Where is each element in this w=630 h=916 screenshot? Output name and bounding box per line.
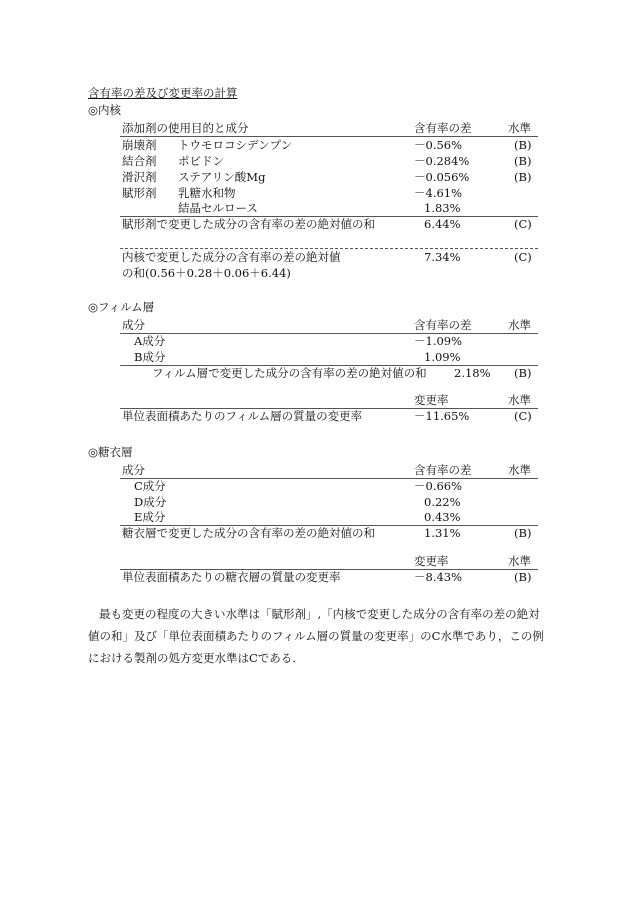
sugar-total-label: 糖衣層で変更した成分の含有率の差の絶対値の和 bbox=[122, 526, 375, 540]
core-row-purpose: 結合剤 bbox=[122, 154, 157, 168]
sugar-row-diff: 0.22% bbox=[424, 495, 461, 509]
sugar-rate-header: 変更率 bbox=[414, 554, 449, 568]
core-dashed-rule bbox=[120, 248, 538, 249]
core-row-diff: －4.61% bbox=[414, 186, 463, 200]
sugar-header-component: 成分 bbox=[122, 463, 145, 477]
film-rate-header-level: 水準 bbox=[508, 393, 531, 407]
excipient-total-level: (C) bbox=[514, 217, 532, 231]
core-total-diff: 7.34% bbox=[424, 250, 461, 264]
film-row-component: B成分 bbox=[134, 350, 166, 364]
core-total-label-2: の和(0.56＋0.28＋0.06＋6.44) bbox=[122, 266, 291, 280]
sugar-row-diff: －0.66% bbox=[414, 479, 463, 493]
film-total-label: フィルム層で変更した成分の含有率の差の絶対値の和 bbox=[152, 366, 427, 380]
sugar-row-component: E成分 bbox=[134, 510, 166, 524]
sugar-row-diff: 0.43% bbox=[424, 510, 461, 524]
core-row-level: (B) bbox=[514, 138, 532, 152]
film-row-diff: 1.09% bbox=[424, 350, 461, 364]
film-total-level: (B) bbox=[514, 366, 532, 380]
sugar-row-component: C成分 bbox=[134, 479, 166, 493]
film-header-rule bbox=[120, 333, 538, 334]
sugar-rate-value: －8.43% bbox=[414, 570, 463, 584]
film-rate-value: －11.65% bbox=[414, 409, 470, 423]
core-row-diff: －0.056% bbox=[414, 170, 470, 184]
sugar-header-diff: 含有率の差 bbox=[414, 463, 472, 477]
core-row-diff: 1.83% bbox=[424, 201, 461, 215]
sugar-rate-header-level: 水準 bbox=[508, 554, 531, 568]
core-total-level: (C) bbox=[514, 250, 532, 264]
core-row-component: 結晶セルロース bbox=[178, 201, 258, 215]
core-row-level: (B) bbox=[514, 170, 532, 184]
core-row-level: (B) bbox=[514, 154, 532, 168]
film-row-diff: －1.09% bbox=[414, 334, 463, 348]
core-header-component: 添加剤の使用目的と成分 bbox=[122, 121, 249, 135]
core-total-label-1: 内核で変更した成分の含有率の差の絶対値 bbox=[122, 250, 341, 264]
core-row-component: ステアリン酸Mg bbox=[178, 170, 266, 184]
film-heading: ◎フィルム層 bbox=[88, 300, 155, 314]
core-row-purpose: 滑沢剤 bbox=[122, 170, 157, 184]
core-row-purpose: 賦形剤 bbox=[122, 186, 157, 200]
core-row-component: トウモロコシデンプン bbox=[178, 138, 293, 152]
core-header-level: 水準 bbox=[508, 121, 531, 135]
sugar-header-level: 水準 bbox=[508, 463, 531, 477]
core-row-purpose: 崩壊剤 bbox=[122, 138, 157, 152]
core-header-rule bbox=[120, 136, 538, 137]
sugar-rate-label: 単位表面積あたりの糖衣層の質量の変更率 bbox=[122, 570, 341, 584]
excipient-total-diff: 6.44% bbox=[424, 217, 461, 231]
film-header-component: 成分 bbox=[122, 318, 145, 332]
film-rate-level: (C) bbox=[514, 409, 532, 423]
core-heading: ◎内核 bbox=[88, 103, 122, 117]
core-header-diff: 含有率の差 bbox=[414, 121, 472, 135]
sugar-total-level: (B) bbox=[514, 526, 532, 540]
excipient-total-label: 賦形剤で変更した成分の含有率の差の絶対値の和 bbox=[122, 217, 375, 231]
sugar-header-rule bbox=[120, 478, 538, 479]
sugar-row-component: D成分 bbox=[134, 495, 167, 509]
core-row-diff: －0.56% bbox=[414, 138, 463, 152]
conclusion-paragraph: 最も変更の程度の大きい水準は「賦形剤」,「内核で変更した成分の含有率の差の絶対値の和」及び「単位表面積あたりのフィルム層の質量の変更率」のC水準であり，この例における製剤の処方変更水準はCである. bbox=[88, 607, 544, 665]
film-header-diff: 含有率の差 bbox=[414, 318, 472, 332]
film-row-component: A成分 bbox=[134, 334, 166, 348]
film-rate-label: 単位表面積あたりのフィルム層の質量の変更率 bbox=[122, 409, 363, 423]
core-row-diff: －0.284% bbox=[414, 154, 470, 168]
film-header-level: 水準 bbox=[508, 318, 531, 332]
sugar-heading: ◎糖衣層 bbox=[88, 445, 133, 459]
core-row-component: ポビドン bbox=[178, 154, 224, 168]
core-row-component: 乳糖水和物 bbox=[178, 186, 236, 200]
page-title: 含有率の差及び変更率の計算 bbox=[88, 86, 238, 100]
film-total-diff: 2.18% bbox=[454, 366, 491, 380]
film-rate-header: 変更率 bbox=[414, 393, 449, 407]
sugar-total-diff: 1.31% bbox=[424, 526, 461, 540]
sugar-rate-level: (B) bbox=[514, 570, 532, 584]
